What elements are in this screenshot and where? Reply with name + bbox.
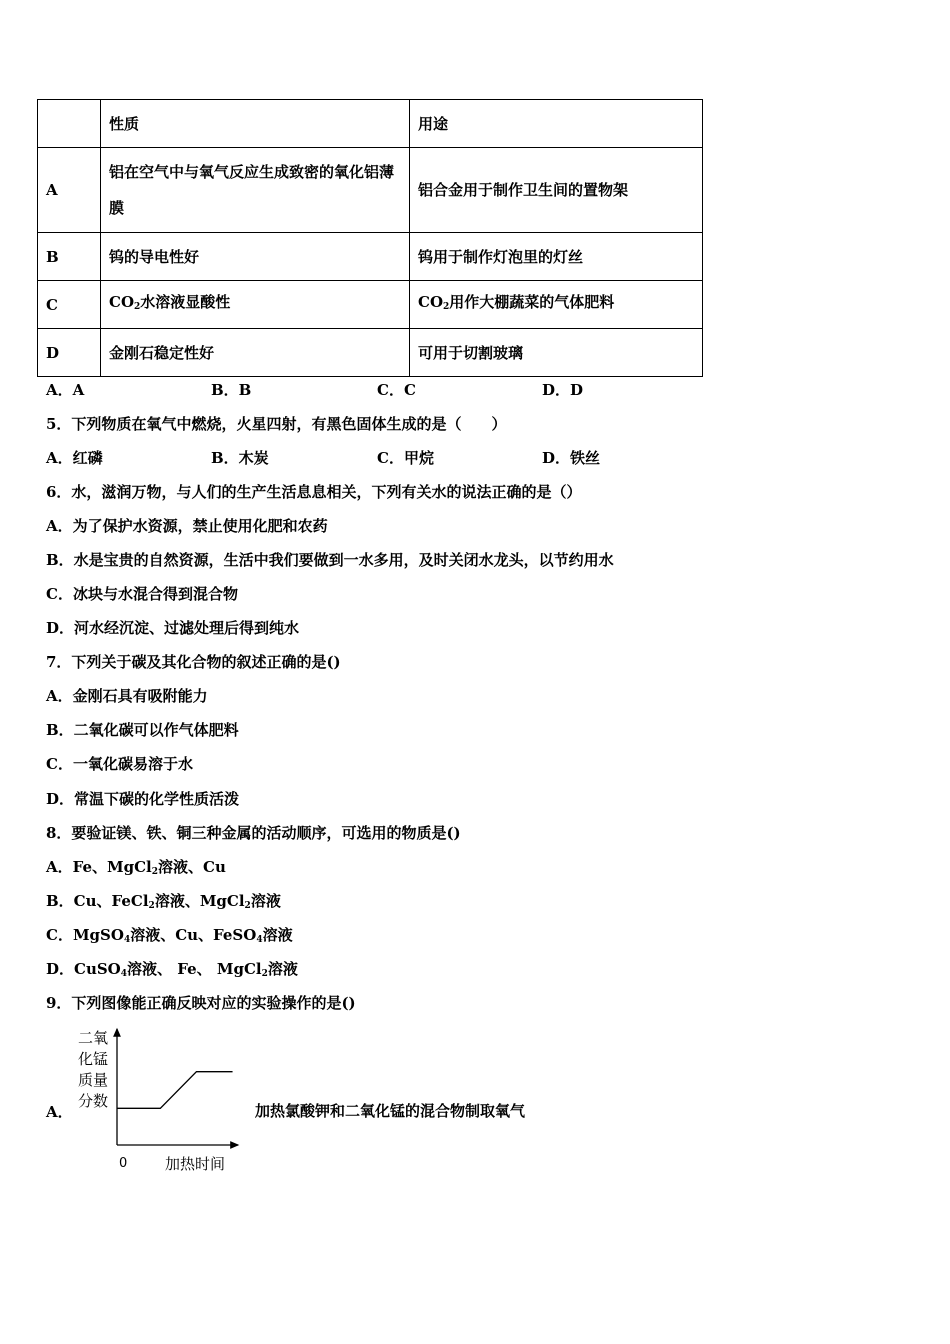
- y-axis-label-line: 二氧: [78, 1029, 109, 1047]
- subscript: 2: [244, 901, 251, 911]
- option-b[interactable]: B．二氧化碳可以作气体肥料: [46, 721, 239, 739]
- option-text: 溶液: [262, 926, 293, 944]
- formula-text: CO: [418, 293, 444, 311]
- property-text: 水溶液显酸性: [140, 293, 231, 311]
- option-d[interactable]: D．河水经沉淀、过滤处理后得到纯水: [46, 619, 300, 637]
- y-axis-label-line: 质量: [78, 1071, 109, 1089]
- table-row: [38, 148, 703, 233]
- option-a[interactable]: A．为了保护水资源，禁止使用化肥和农药: [46, 517, 328, 535]
- row-property: [101, 281, 410, 329]
- subscript: 2: [261, 969, 268, 979]
- option-a[interactable]: A．金刚石具有吸附能力: [46, 687, 208, 705]
- subscript: 2: [134, 302, 141, 312]
- row-use: [410, 281, 703, 329]
- option-a[interactable]: [46, 856, 226, 877]
- option-text: C．MgSO: [46, 926, 124, 944]
- option-c[interactable]: [46, 924, 293, 945]
- formula-text: CO: [109, 293, 135, 311]
- y-axis-label-line: 化锰: [78, 1050, 109, 1068]
- mno2-mass-fraction-chart: [70, 1025, 260, 1175]
- option-d[interactable]: D．铁丝: [542, 449, 601, 467]
- x-axis-label: 加热时间: [165, 1155, 226, 1173]
- properties-table: [37, 99, 703, 377]
- table-header-row: [38, 100, 703, 148]
- option-c[interactable]: C．冰块与水混合得到混合物: [46, 585, 238, 603]
- option-b[interactable]: B．水是宝贵的自然资源，生活中我们要做到一水多用，及时关闭水龙头，以节约用水: [46, 551, 614, 569]
- row-key: A: [38, 148, 101, 233]
- subscript: 2: [148, 901, 155, 911]
- option-b[interactable]: B．B: [211, 381, 252, 399]
- option-text: 溶液、 Fe、 MgCl: [127, 960, 262, 978]
- subscript: 2: [443, 302, 450, 312]
- row-property: 铝在空气中与氧气反应生成致密的氧化铝薄膜: [101, 148, 410, 233]
- question-7-stem: 7．下列关于碳及其化合物的叙述正确的是(): [46, 653, 341, 671]
- row-use: 钨用于制作灯泡里的灯丝: [410, 233, 703, 281]
- row-use: 铝合金用于制作卫生间的置物架: [410, 148, 703, 233]
- option-text: 溶液、Cu、FeSO: [130, 926, 257, 944]
- header-cell-property: 性质: [101, 100, 410, 148]
- option-text: 溶液、MgCl: [154, 892, 245, 910]
- option-b[interactable]: B．木炭: [211, 449, 269, 467]
- subscript: 4: [256, 935, 263, 945]
- option-d[interactable]: [46, 958, 298, 979]
- header-cell-empty: [38, 100, 101, 148]
- option-text: 溶液: [267, 960, 298, 978]
- option-a[interactable]: A．A: [46, 381, 85, 399]
- series-line: [117, 1072, 233, 1109]
- row-key: D: [38, 329, 101, 377]
- subscript: 2: [151, 867, 159, 877]
- question-9-stem: 9．下列图像能正确反映对应的实验操作的是(): [46, 994, 356, 1012]
- subscript: 4: [123, 935, 131, 945]
- origin-label: 0: [119, 1156, 128, 1171]
- row-property: 钨的导电性好: [101, 233, 410, 281]
- table-row: [38, 281, 703, 329]
- row-key: B: [38, 233, 101, 281]
- table-row: [38, 233, 703, 281]
- subscript: 4: [120, 969, 128, 979]
- header-cell-use: 用途: [410, 100, 703, 148]
- option-c[interactable]: C．C: [377, 381, 416, 399]
- row-key: C: [38, 281, 101, 329]
- question-5-stem: 5．下列物质在氧气中燃烧，火星四射，有黑色固体生成的是（ ）: [46, 415, 507, 433]
- option-d[interactable]: D．D: [542, 381, 584, 399]
- use-text: 用作大棚蔬菜的气体肥料: [449, 293, 615, 311]
- option-a-letter[interactable]: A．: [46, 1103, 73, 1121]
- question-8-stem: 8．要验证镁、铁、铜三种金属的活动顺序，可选用的物质是(): [46, 824, 461, 842]
- option-c[interactable]: C．一氧化碳易溶于水: [46, 755, 193, 773]
- option-text: 溶液: [250, 892, 281, 910]
- option-text: B．Cu、FeCl: [46, 892, 149, 910]
- option-text: D．CuSO: [46, 960, 121, 978]
- question-6-stem: 6．水，滋润万物，与人们的生产生活息息相关，下列有关水的说法正确的是（）: [46, 483, 582, 501]
- option-text: A．Fe、MgCl: [46, 858, 152, 876]
- option-d[interactable]: D．常温下碳的化学性质活泼: [46, 790, 240, 808]
- option-b[interactable]: [46, 890, 281, 911]
- table-row: [38, 329, 703, 377]
- row-use: 可用于切割玻璃: [410, 329, 703, 377]
- row-property: 金刚石稳定性好: [101, 329, 410, 377]
- option-c[interactable]: C．甲烷: [377, 449, 434, 467]
- option-text: 溶液、Cu: [158, 858, 226, 876]
- option-a[interactable]: A．红磷: [46, 449, 103, 467]
- y-axis-label-line: 分数: [78, 1092, 109, 1110]
- option-a-text: 加热氯酸钾和二氧化锰的混合物制取氧气: [255, 1102, 526, 1120]
